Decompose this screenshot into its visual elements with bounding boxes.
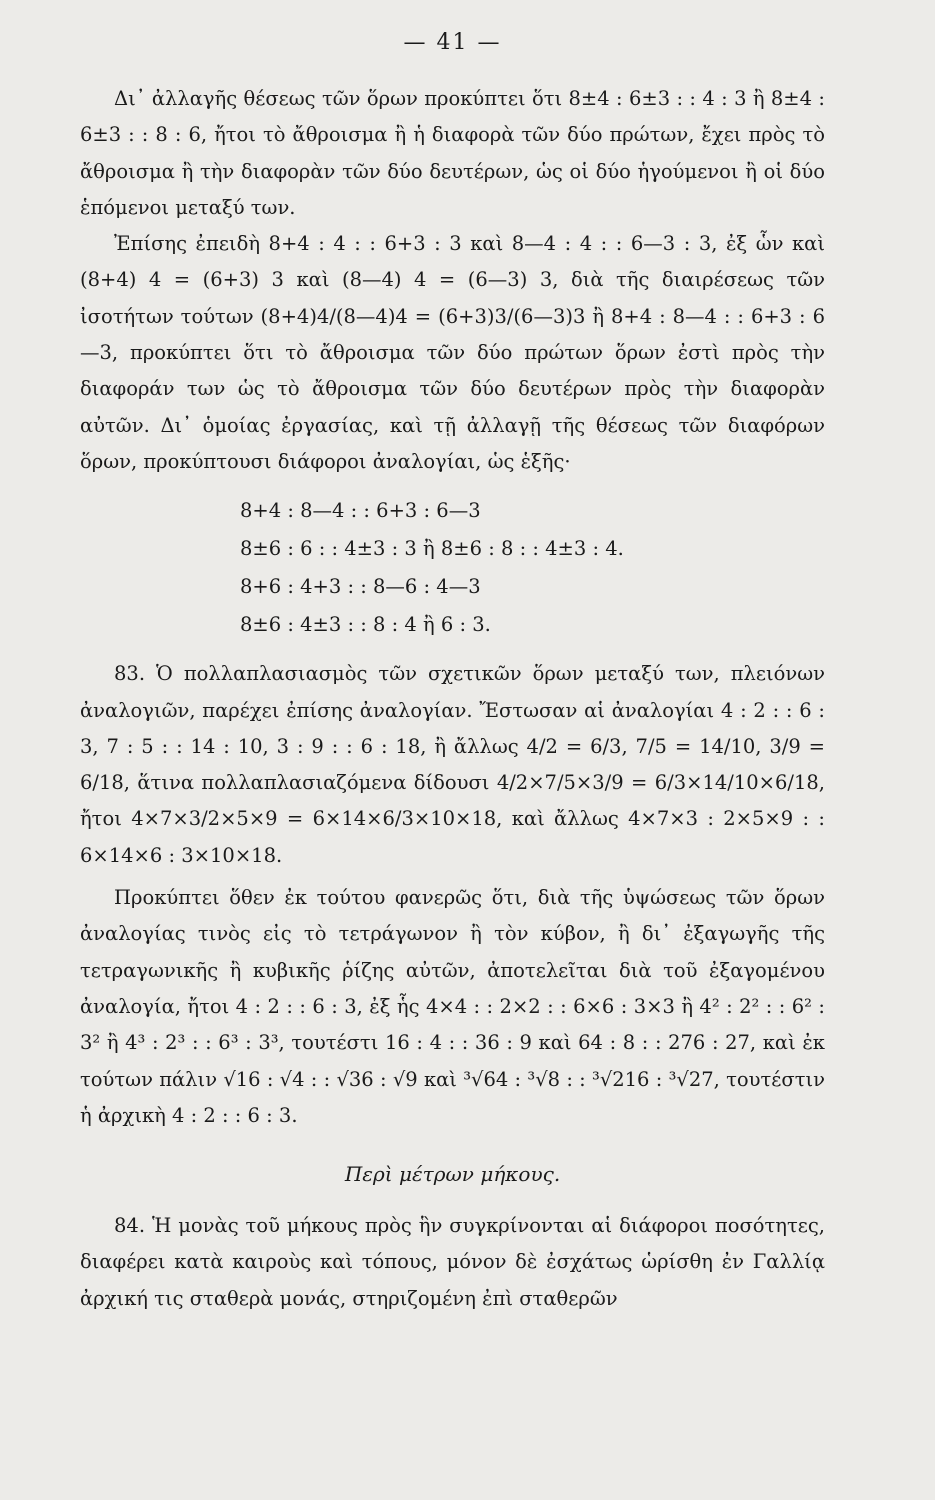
formula-line: 8±6 : 6 : : 4±3 : 3 ἢ 8±6 : 8 : : 4±3 : 4. xyxy=(240,537,624,561)
paragraph-powers: Προκύπτει ὅθεν ἐκ τούτου φανερῶς ὅτι, διὰ τῆς ὑψώσεως τῶν ὅρων ἀναλογίας τινὸς εἰς τὸ τετράγωνον ἢ τὸν κύβον, ἢ δι᾽ ἐξαγωγῆς τῆς τετραγωνικῆς ἢ κυβικῆς ῥίζης αὐτῶν, ἀποτελεῖται διὰ τοῦ ἐξαγομένου ἀναλογία, ἤτοι 4 : 2 : : 6 : 3, ἐξ ἧς 4×4 : : 2×2 : : 6×6 : 3×3 ἢ 4² : 2² : : 6² : 3² ἢ 4³ : 2³ : : 6³ : 3³, τουτέστι 16 : 4 : : 36 : 9 καὶ 64 : 8 : : 276 : 27, καὶ ἐκ τούτων πάλιν √16 : √4 : : √36 : √9 καὶ ³√64 : ³√8 : : ³√216 : ³√27, τουτέστιν ἡ ἀρχικὴ 4 : 2 : : 6 : 3. xyxy=(80,886,825,1127)
formula-line: 8+6 : 4+3 : : 8—6 : 4—3 xyxy=(240,575,481,599)
formula-line: 8+4 : 8—4 : : 6+3 : 6—3 xyxy=(240,499,481,523)
formula-block xyxy=(240,492,825,644)
formula-line: 8±6 : 4±3 : : 8 : 4 ἢ 6 : 3. xyxy=(240,613,491,637)
paragraph-sum-difference: Ἐπίσης ἐπειδὴ 8+4 : 4 : : 6+3 : 3 καὶ 8—4 : 4 : : 6—3 : 3, ἐξ ὧν καὶ (8+4) 4 = (6+3) 3 καὶ (8—4) 4 = (6—3) 3, διὰ τῆς διαιρέσεως τῶν ἰσοτήτων τούτων (8+4)4/(8—4)4 = (6+3)3/(6—3)3 ἢ 8+4 : 8—4 : : 6+3 : 6—3, προκύπτει ὅτι τὸ ἄθροισμα τῶν δύο πρώτων ὅρων ἐστὶ πρὸς τὴν διαφοράν των ὡς τὸ ἄθροισμα τῶν δύο δευτέρων πρὸς τὴν διαφορὰν αὐτῶν. Δι᾽ ὁμοίας ἐργασίας, καὶ τῇ ἀλλαγῇ τῆς θέσεως τῶν διαφόρων ὅρων, προκύπτουσι διάφοροι ἀναλογίαι, ὡς ἑξῆς· xyxy=(80,232,825,473)
page-number: — 41 — xyxy=(403,30,502,55)
section-heading: Περὶ μέτρων μήκους. xyxy=(344,1162,561,1187)
paragraph-83: 83. Ὁ πολλαπλασιασμὸς τῶν σχετικῶν ὅρων μεταξύ των, πλειόνων ἀναλογιῶν, παρέχει ἐπίσης ἀναλογίαν. Ἔστωσαν αἱ ἀναλογίαι 4 : 2 : : 6 : 3, 7 : 5 : : 14 : 10, 3 : 9 : : 6 : 18, ἢ ἄλλως 4/2 = 6/3, 7/5 = 14/10, 3/9 = 6/18, ἅτινα πολλαπλασιαζόμενα δίδουσι 4/2×7/5×3/9 = 6/3×14/10×6/18, ἤτοι 4×7×3/2×5×9 = 6×14×6/3×10×18, καὶ ἄλλως 4×7×3 : 2×5×9 : : 6×14×6 : 3×10×18. xyxy=(80,662,825,867)
paragraph-alternation: Δι᾽ ἀλλαγῆς θέσεως τῶν ὅρων προκύπτει ὅτι 8±4 : 6±3 : : 4 : 3 ἢ 8±4 : 6±3 : : 8 : 6, ἤτοι τὸ ἄθροισμα ἢ ἡ διαφορὰ τῶν δύο πρώτων, ἔχει πρὸς τὸ ἄθροισμα ἢ τὴν διαφορὰν τῶν δύο δευτέρων, ὡς οἱ δύο ἡγούμενοι ἢ οἱ δύο ἑπόμενοι μεταξύ των. xyxy=(80,87,825,219)
paragraph-84: 84. Ἡ μονὰς τοῦ μήκους πρὸς ἣν συγκρίνονται αἱ διάφοροι ποσότητες, διαφέρει κατὰ καιροὺς καὶ τόπους, μόνον δὲ ἐσχάτως ὡρίσθη ἐν Γαλλίᾳ ἀρχική τις σταθερὰ μονάς, στηριζομένη ἐπὶ σταθερῶν xyxy=(80,1214,825,1310)
